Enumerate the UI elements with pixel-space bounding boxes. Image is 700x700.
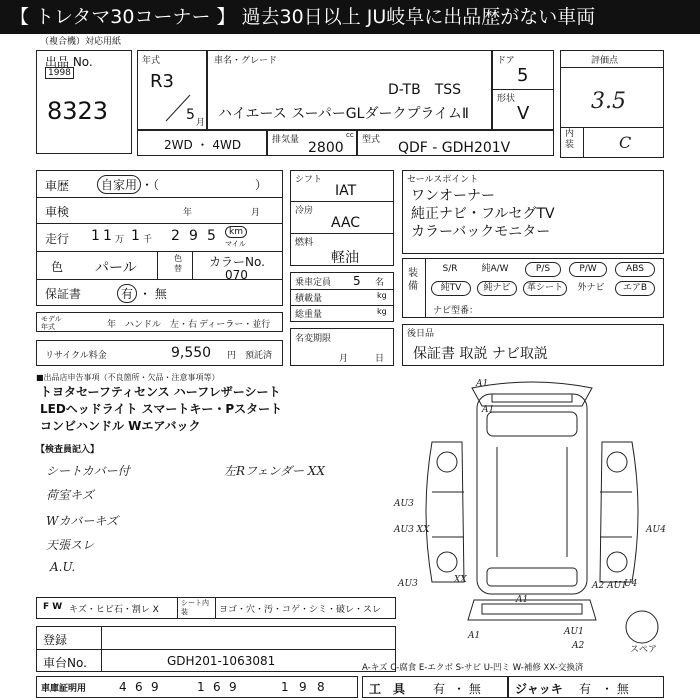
sales-point-line: 純正ナビ・フルセグTV [411,206,555,222]
equip-abs: ABS [615,262,655,277]
model-code-value: QDF - GDH201V [398,140,511,156]
mileage-d6: 5 [207,228,216,244]
interior-value: C [619,133,632,152]
displacement-unit: cc [346,131,354,139]
documents-box [402,324,664,366]
rename-box [290,328,394,366]
gross-label: 総重量 [295,310,323,320]
history-label: 車歴 [45,179,70,193]
diagram-mark: A2 AU1 [592,581,627,591]
mileage-d1: 1 [91,228,100,244]
diagram-right-front-wheel [607,452,627,472]
spec-table [290,170,394,266]
legend-text: A-キズ C-腐食 E-エクボ S-サビ U-凹ミ W-補修 XX-交換済 [362,663,584,673]
navi-model-label: ナビ型番： [433,306,479,316]
certificate-digit: 8 [317,680,325,694]
doors-box [492,50,554,130]
color-code-label: カラーNo. [209,255,265,269]
fw-label: F W [43,602,63,612]
equip-alloy-wheel: 純A/W [481,264,509,274]
header-title: 【 トレタマ30コーナー 】 過去30日以上 JU岐阜に出品歴がない車両 [10,6,596,28]
equip-navi: 純ナビ [477,281,517,296]
fuel-value: 軽油 [331,250,359,266]
capacity-unit: 名 [375,278,385,288]
diagram-mark: A1 [482,405,495,415]
notice-line: コンビハンドル Wエアバック [40,419,201,433]
jack-label: ジャッキ [515,682,563,696]
diagram-rear-window [487,568,577,586]
diagram-right-side [600,442,638,582]
notice-line: トヨタセーフティセンス ハーフレザーシート [40,385,281,399]
mileage-d4: 2 [171,228,180,244]
jack-no: ・ 無 [601,682,629,696]
certificate-label: 車庫証明用 [41,684,87,694]
history-rest: ・（ ） [141,178,268,192]
recycle-label: リサイクル料金 [45,351,107,361]
tools-no: ・ 無 [453,682,481,696]
model-year-month: 5 [186,107,195,123]
equip-airbag: エアB [615,281,655,296]
fuel-label: 燃料 [295,238,314,248]
lot-box [36,50,132,154]
gross-unit: kg [377,307,387,316]
certificate-digit: 9 [299,680,307,694]
mileage-d2: 1 [103,228,112,244]
fw-text: キズ・ヒビ石・割レ X [69,605,159,615]
model-row [36,312,283,332]
diagram-mark: AU3 [394,499,414,509]
diagram-mark: A2 [572,641,585,651]
doors-label: ドア [497,56,515,66]
diagram-spare-wheel [626,611,658,643]
tools-box [362,676,508,698]
model-year-label: 年式 [142,56,161,66]
notice-line: LEDヘッドライト スマートキー・Pスタート [40,402,283,416]
model-row-label: モデル年式 [41,315,62,331]
lot-year-box: 1998 [45,67,74,79]
jack-yes: 有 [579,682,592,696]
lot-label: 出品 No. [45,55,93,69]
body-label: 形状 [497,94,516,104]
diagram-mark: AU3 XX [394,525,430,535]
drive-value: 2WD ・ 4WD [164,138,242,152]
inspection-label: 車検 [45,205,70,219]
diagram-left-side [426,442,464,582]
score-value: 3.5 [591,89,626,114]
sales-points-label: セールスポイント [407,175,479,185]
diagram-front-grille [492,394,572,402]
diagram-mark: AU4 [646,525,666,535]
car-grade: D-TB TSS [388,82,462,98]
equip-ps: P/S [525,262,561,277]
header-banner [0,0,700,34]
tools-label: 工 具 [369,682,406,696]
equip-aftermarket-navi: 外ナビ [577,283,605,293]
rename-month: 月 [339,354,349,364]
mileage-unit-km: km [225,226,247,238]
recycle-unit: 円 [227,351,237,361]
mileage-d3: 1 [131,228,140,244]
certificate-digit: 6 [213,680,221,694]
color-label: 色 [51,260,64,274]
diagram-left-rear-wheel [437,552,457,572]
capacity-table [290,272,394,322]
warranty-no: ・ 無 [139,287,167,301]
chassis-value: GDH201-1063081 [167,654,276,668]
diagram-windshield [487,412,577,436]
sales-point-line: ワンオーナー [411,188,495,204]
mileage-d5: 9 [189,228,198,244]
car-body-diagram [392,372,682,660]
fw-interior-text: ヨゴ・穴・汚・コゲ・シミ・破レ・スレ [219,605,382,615]
equip-tv: 純TV [431,281,471,296]
sales-points-box [402,170,664,254]
registration-label: 登録 [43,633,68,647]
mileage-unit-mile: マイル [225,240,246,248]
drive-box [137,130,267,156]
inspector-note: Wカバーキズ [46,514,119,528]
certificate-digit: 1 [197,680,205,694]
mileage-label: 走行 [45,232,70,246]
doors-value: 5 [517,65,529,86]
body-value: V [517,103,530,124]
inspection-month: 月 [251,208,261,218]
chassis-label: 車台No. [43,656,87,670]
recycle-note: 預託済 [245,351,273,361]
equipment-label: 装備 [408,268,418,292]
lot-number: 8323 [47,97,109,125]
detail-table [36,170,283,306]
diagram-right-rear-wheel [607,552,627,572]
inspector-note: シートカバー付 [46,464,130,478]
certificate-digit: 1 [281,680,289,694]
displacement-label: 排気量 [272,135,300,145]
diagram-spare-label: スペア [630,645,658,655]
cooling-label: 冷房 [295,206,314,216]
equipment-box [402,258,664,318]
certificate-digit: 4 [119,680,127,694]
inspector-note: 天張スレ [46,538,95,552]
equip-leather-seat: 革シート [523,281,567,296]
jack-box [508,676,664,698]
interior-label: 内装 [565,129,575,150]
diagram-mark: A1 [468,631,481,641]
inspector-note: 左Rフェンダー XX [224,464,325,478]
model-row-handle: ハンドル 左・右 [125,320,198,330]
diagram-mark: A1 [476,379,489,389]
documents-label: 後日品 [407,329,435,339]
diagram-mark: AU1 [564,627,584,637]
diagram-left-front-wheel [437,452,457,472]
rename-day: 日 [375,354,385,364]
certificate-row [36,676,358,698]
color-code: 070 [225,268,248,282]
inspection-year: 年 [183,208,193,218]
diagram-mark: AU3 [398,579,418,589]
model-code-box [357,130,554,156]
mileage-unit-sen: 千 [143,235,153,245]
displacement-value: 2800 [308,140,344,156]
inspector-note: A.U. [50,560,76,574]
model-year-month-unit: 月 [196,118,206,128]
load-label: 積載量 [295,294,323,304]
diagram-rear-bumper [482,604,582,614]
capacity-label: 乗車定員 [295,278,332,288]
rename-label: 名変期限 [295,334,332,344]
subheader-note: （複合機）対応用紙 [40,37,122,47]
history-value: 自家用 [97,175,141,194]
diagram-mark: U4 [624,579,638,589]
warranty-yes: 有 [117,284,137,303]
fw-row [36,597,396,619]
notice-label: ■出品店申告事項（不良箇所・欠品・注意事項等） [36,373,220,382]
shift-value: IAT [335,183,357,199]
score-label: 評価点 [591,56,619,66]
certificate-digit: 9 [151,680,159,694]
equip-sr: S/R [442,264,458,274]
model-code-label: 型式 [362,135,381,145]
cooling-value: AAC [331,215,361,231]
certificate-digit: 6 [135,680,143,694]
displacement-box [267,130,357,156]
load-unit: kg [377,291,387,300]
inspector-note: 荷室キズ [46,488,94,502]
diagram-roof [477,394,587,594]
car-name-label: 車名・グレード [214,56,278,66]
inspector-label: 【検査員記入】 [36,445,100,455]
diagram-mark: A1 [516,595,529,605]
fw-interior-label: シート内装 [181,599,209,616]
color-change-label: 色替 [174,254,182,273]
registration-box [36,626,396,672]
equip-pw: P/W [569,262,607,277]
recycle-box [36,340,283,366]
warranty-label: 保証書 [45,287,82,301]
car-name-box [207,50,492,130]
model-row-year: 年 [107,320,117,330]
capacity-value: 5 [353,274,361,288]
diagram-rear [468,600,596,620]
shift-label: シフト [295,175,323,185]
score-box [560,50,664,158]
model-row-dealer: ディーラー・並行 [199,320,271,330]
documents-value: 保証書 取説 ナビ取説 [413,346,548,362]
tools-yes: 有 [433,682,446,696]
model-year-era: R3 [150,71,174,92]
mileage-unit-man: 万 [115,235,125,245]
sales-point-line: カラーバックモニター [411,224,551,240]
color-value: パール [95,260,137,276]
diagram-mark: XX [454,575,467,585]
certificate-digit: 9 [229,680,237,694]
car-name: ハイエース スーパーGLダークプライムⅡ [218,106,469,122]
model-year-box [137,50,207,130]
recycle-value: 9,550 [171,345,212,361]
